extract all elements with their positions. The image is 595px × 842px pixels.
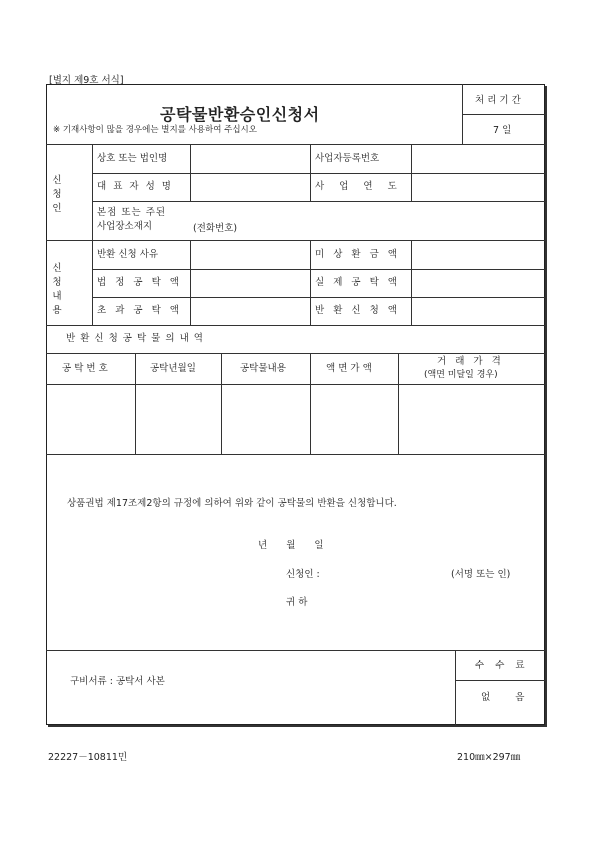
fee-divider [455, 650, 456, 725]
required-documents: 구비서류 : 공탁서 사본 [70, 676, 165, 687]
request-section-label: 신청내용 [52, 263, 62, 316]
date-line: 년 월 일 [258, 540, 324, 551]
processing-period-value: 7 일 [493, 125, 512, 136]
col-line [190, 144, 191, 201]
usage-note: ※ 기재사항이 많을 경우에는 별지를 사용하여 주십시오 [53, 125, 257, 135]
business-reg-no-label: 사업자등록번호 [315, 153, 380, 164]
col-line [310, 353, 311, 454]
row-line [46, 325, 545, 326]
applicant-section-label: 신청인 [52, 175, 62, 214]
frame-shadow-right [545, 86, 547, 727]
fee-mid-line [455, 680, 545, 681]
row-line [92, 173, 545, 174]
col-header-face-value: 액 면 가 액 [326, 363, 372, 374]
row-line [46, 144, 545, 145]
frame-shadow-bottom [48, 725, 547, 727]
row-line [92, 297, 545, 298]
col-line [411, 144, 412, 201]
signature-label: (서명 또는 인) [451, 569, 511, 580]
row-line [46, 240, 545, 241]
addressee-label: 귀 하 [286, 597, 308, 608]
row-line [46, 650, 545, 651]
row-line [92, 269, 545, 270]
phone-label: (전화번호) [193, 223, 238, 234]
processing-period-label: 처 리 기 간 [475, 95, 521, 106]
processing-mid-line [462, 114, 545, 115]
unpaid-amount-label: 미 상 환 금 액 [315, 249, 400, 260]
company-name-label: 상호 또는 법인명 [97, 153, 168, 164]
col-line [221, 353, 222, 454]
row-line [92, 201, 545, 202]
excess-deposit-amount-label: 초 과 공 탁 액 [97, 305, 182, 316]
col-line [310, 144, 311, 201]
row-line [46, 353, 545, 354]
fee-value: 없 음 [481, 692, 525, 703]
col-line [190, 240, 191, 325]
col-header-deposit-date: 공탁년월일 [150, 363, 196, 374]
fee-label: 수 수 료 [475, 660, 529, 671]
signer-label: 신청인 : [286, 569, 320, 580]
refund-reason-label: 반환 신청 사유 [97, 249, 159, 260]
col-line [135, 353, 136, 454]
row-line [46, 384, 545, 385]
paper-size: 210㎜×297㎜ [457, 752, 521, 763]
actual-deposit-amount-label: 실 제 공 탁 액 [315, 277, 400, 288]
application-statement: 상품권법 제17조제2항의 규정에 의하여 위와 같이 공탁물의 반환을 신청합니다. [67, 498, 397, 509]
row-line [46, 454, 545, 455]
col-line [398, 353, 399, 454]
legal-deposit-amount-label: 법 정 공 탁 액 [97, 277, 182, 288]
business-year-label: 사 업 연 도 [315, 181, 403, 192]
col-line [411, 240, 412, 325]
col-header-deposit-no: 공 탁 번 호 [62, 363, 108, 374]
form-title: 공탁물반환승인신청서 [160, 105, 320, 124]
address-label-line2: 사업장소재지 [97, 221, 153, 232]
form-code: 22227－10811민 [48, 752, 128, 763]
deposit-details-heading: 반 환 신 청 공 탁 물 의 내 역 [66, 333, 204, 344]
address-label-line1: 본점 또는 주된 [97, 207, 167, 218]
section-divider [92, 144, 93, 325]
col-header-trade-price: 거 래 가 격 [437, 356, 504, 367]
refund-request-amount-label: 반 환 신 청 액 [315, 305, 400, 316]
trade-price-note: (액면 미달일 경우) [424, 370, 498, 380]
col-line [310, 240, 311, 325]
col-header-deposit-content: 공탁물내용 [240, 363, 286, 374]
representative-name-label: 대 표 자 성 명 [97, 181, 173, 192]
form-number-label: [별지 제9호 서식] [49, 75, 124, 86]
